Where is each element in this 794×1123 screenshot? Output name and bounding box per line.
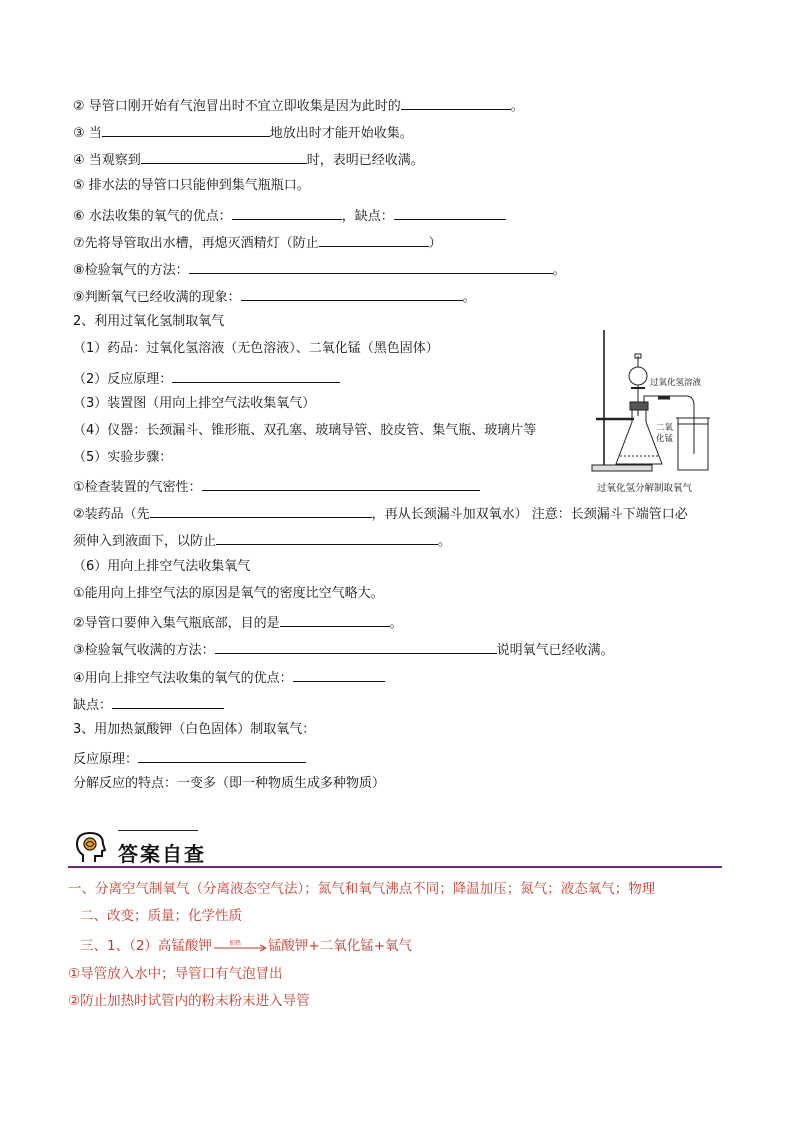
blank[interactable] [189,259,553,274]
blank[interactable] [215,639,497,654]
blank[interactable] [319,232,429,247]
s2-collect-3: ③检验氧气收满的方法： 说明氧气已经收满。 [73,639,614,660]
item-9: ⑨判断氧气已经收满的现象： 。 [73,286,476,307]
blank[interactable] [172,368,340,383]
blank[interactable] [280,612,390,627]
s2-instruments: （4）仪器：长颈漏斗、锥形瓶、双孔塞、玻璃导管、胶皮管、集气瓶、玻璃片等 [73,423,537,438]
blank[interactable] [293,667,385,682]
s2-collect: （6）用向上排空气法收集氧气 [73,559,251,574]
apparatus-diagram [586,326,718,494]
blank[interactable] [241,286,463,301]
s2-apparatus: （3）装置图（用向上排空气法收集氧气） [73,396,316,411]
label-mno2-1: 二氧 [656,423,674,433]
s2-collect-5: 缺点： [73,694,224,715]
s3-decomposition: 分解反应的特点：一变多（即一种物质生成多种物质） [73,776,386,791]
blank[interactable] [401,95,511,110]
header-top-rule [118,830,198,831]
answer-1: 一、分离空气制氧气（分离液态空气法）；氮气和氧气沸点不同；降温加压；氮气；液态氧气；物理 [68,881,656,897]
header-rule [68,866,722,868]
s2-collect-4: ④用向上排空气法收集的氧气的优点： [73,667,385,688]
item-3: ③ 当 地放出时才能开始收集。 [73,122,413,143]
answer-3: 三、1、（2）高锰酸钾 加热 锰酸钾+二氧化锰+氧气 [80,938,413,954]
answers-header: 答案自查 [118,842,206,866]
s2-drugs: （1）药品：过氧化氢溶液（无色溶液）、二氧化锰（黑色固体） [73,341,439,356]
s2-collect-1: ①能用向上排空气法的原因是氧气的密度比空气略大。 [73,586,384,601]
item-4: ④ 当观察到 时，表明已经收满。 [73,149,424,170]
blank[interactable] [216,530,438,545]
item-7: ⑦先将导管取出水槽，再熄灭酒精灯（防止 ） [73,232,442,253]
blank[interactable] [202,476,480,491]
section-2-title: 2、利用过氧化氢制取氧气 [73,314,225,329]
item-2: ② 导管口刚开始有气泡冒出时不宜立即收集是因为此时的 。 [73,95,524,116]
blank[interactable] [102,122,270,137]
label-h2o2: 过氧化氢溶液 [650,378,702,388]
s2-principle: （2）反应原理： [73,368,340,389]
s2-collect-2: ②导管口要伸入集气瓶底部，目的是 。 [73,612,403,633]
item-6: ⑥ 水法收集的氧气的优点： ，缺点： [73,205,506,226]
head-thinking-icon [73,829,109,865]
blank[interactable] [150,503,372,518]
heat-arrow [212,939,268,953]
blank[interactable] [141,149,307,164]
answer-2: 二、改变；质量；化学性质 [80,908,242,924]
answer-4: ①导管放入水中；导管口有气泡冒出 [68,966,283,982]
s2-step-2: ②装药品（先 ，再从长颈漏斗加双氧水） 注意：长颈漏斗下端管口必 [73,503,688,524]
answer-5: ②防止加热时试管内的粉末粉末进入导管 [68,993,310,1009]
apparatus-figure [586,326,718,494]
item-5: ⑤ 排水法的导管口只能伸到集气瓶瓶口。 [73,178,310,193]
arrow-condition: 加热 [228,940,241,947]
s3-principle: 反应原理： [73,748,306,769]
figure-caption: 过氧化氢分解制取氧气 [597,483,693,494]
blank[interactable] [112,694,224,709]
blank[interactable] [138,748,306,763]
s2-steps: （5）实验步骤： [73,450,173,465]
s2-step-2-cont: 须伸入到液面下，以防止 。 [73,530,451,551]
blank[interactable] [232,205,342,220]
label-mno2-2: 化锰 [656,434,674,444]
section-3-title: 3、用加热氯酸钾（白色固体）制取氧气： [73,722,316,737]
blank[interactable] [394,205,506,220]
item-8: ⑧检验氧气的方法： 。 [73,259,566,280]
s2-step-1: ①检查装置的气密性： [73,476,480,497]
